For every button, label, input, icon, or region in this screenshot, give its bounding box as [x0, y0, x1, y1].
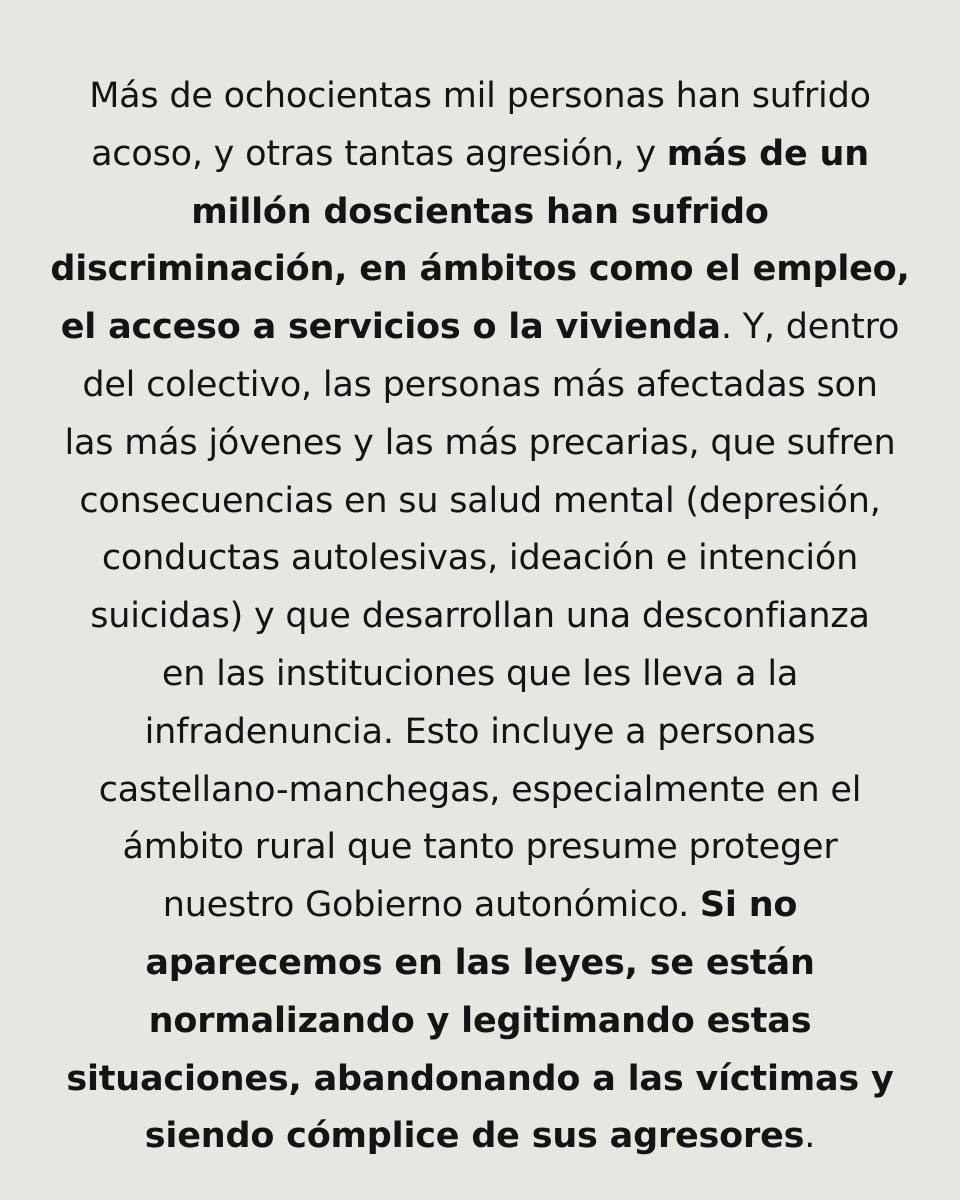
text-run: del colectivo, las personas más afectadas son — [82, 364, 878, 405]
bold-text-run: normalizando y legitimando estas — [148, 1000, 812, 1041]
bold-text-run: el acceso a servicios o la vivienda — [60, 307, 721, 348]
text-run: Más de ochocientas mil personas han sufrido — [89, 76, 871, 116]
text-line-19 — [20, 1108, 940, 1166]
text-line-14 — [20, 819, 940, 877]
text-run: acoso, y otras tantas agresión, y — [91, 133, 667, 174]
text-run: nuestro Gobierno autonómico. — [162, 885, 700, 926]
bold-text-run: aparecemos en las leyes, se están — [145, 942, 815, 983]
text-run: suicidas) y que desarrollan una desconfianza — [90, 596, 870, 637]
text-run: consecuencias en su salud mental (depresión, — [79, 480, 881, 521]
text-line-8 — [20, 473, 940, 531]
body-paragraph — [20, 68, 940, 1166]
bold-text-run: Si no — [699, 885, 798, 926]
text-line-5 — [20, 299, 940, 357]
bold-text-run: millón doscientas han sufrido — [191, 191, 769, 232]
text-line-11 — [20, 646, 940, 704]
text-line-15 — [20, 877, 940, 935]
text-run: conductas autolesivas, ideación e intención — [101, 538, 859, 579]
text-line-7 — [20, 415, 940, 473]
text-line-4 — [20, 241, 940, 299]
text-run: en las instituciones que les lleva a la — [161, 653, 799, 694]
text-line-12 — [20, 704, 940, 762]
bold-text-run: situaciones, abandonando a las víctimas y — [66, 1058, 894, 1099]
text-run: las más jóvenes y las más precarias, que sufren — [64, 422, 896, 463]
bold-text-run: discriminación, en ámbitos como el empleo, — [50, 249, 910, 290]
text-line-9 — [20, 530, 940, 588]
text-run: . Y, dentro — [720, 307, 900, 348]
text-line-3 — [20, 184, 940, 242]
text-line-10 — [20, 588, 940, 646]
bold-text-run: más de un — [666, 133, 869, 174]
text-line-16 — [20, 935, 940, 993]
text-run: infradenuncia. Esto incluye a personas — [144, 711, 816, 752]
bold-text-run: siendo cómplice de sus agresores — [144, 1116, 805, 1157]
text-run: castellano-manchegas, especialmente en el — [98, 769, 862, 810]
text-line-13 — [20, 762, 940, 820]
text-line-18 — [20, 1051, 940, 1109]
text-line-17 — [20, 993, 940, 1051]
text-run: ámbito rural que tanto presume proteger — [122, 827, 838, 868]
text-line-2 — [20, 126, 940, 184]
text-line-1 — [20, 68, 940, 126]
text-line-6 — [20, 357, 940, 415]
text-run: . — [804, 1116, 816, 1157]
